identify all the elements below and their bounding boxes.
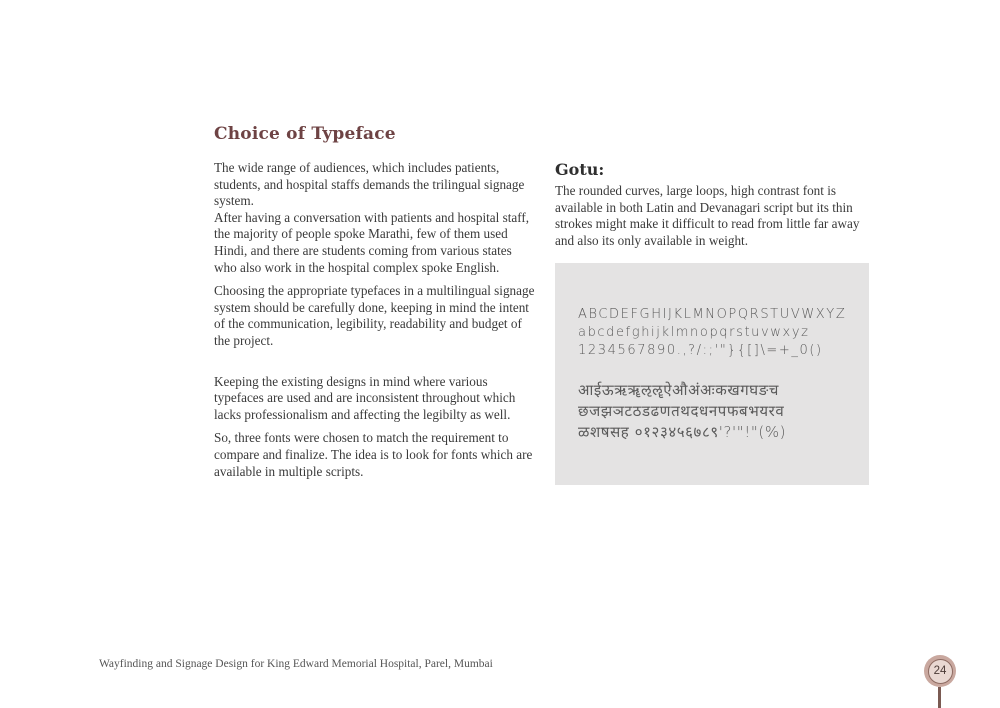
paragraph-choosing: Choosing the appropriate typefaces in a multilingual signage system should be carefully done, keeping in mind the intent of the communication, legibility, readability and budget of the project. (214, 283, 535, 348)
specimen-devanagari-line-3: ळशषसह ०१२३४५६७८९'?'"!"(%) (578, 423, 787, 441)
footer-caption: Wayfinding and Signage Design for King Edward Memorial Hospital, Parel, Mumbai (99, 658, 493, 670)
paragraph-existing-designs: Keeping the existing designs in mind where various typefaces are used and are inconsistent throughout which lacks professionalism and affecting the legibilty as well. (214, 373, 516, 422)
font-specimen-panel (555, 263, 869, 485)
paragraph-three-fonts: So, three fonts were chosen to match the requirement to compare and finalize. The idea is to look for fonts which are available in multiple scripts. (214, 430, 533, 479)
specimen-devanagari-line-1: आईऊऋॠऌॡऐऔअंअःकखगघङच (578, 381, 780, 399)
paragraph-audiences: The wide range of audiences, which includes patients, students, and hospital staffs demands the trilingual signage system. (214, 160, 525, 209)
specimen-devanagari-line-2: छजझञटठडढणतथदधनपफबभयरव (578, 402, 785, 420)
specimen-latin-numerals: 1234567890.,?/:;'"}{[]\=+_0() (578, 343, 823, 358)
specimen-latin-uppercase: ABCDEFGHIJKLMNOPQRSTUVWXYZ (578, 307, 847, 322)
paragraph-conversation: After having a conversation with patients and hospital staff, the majority of people spoke Marathi, few of them used Hindi, and there are students coming from various states who also work in the hospital complex spoke English. (214, 209, 530, 275)
specimen-latin-lowercase: abcdefghijklmnopqrstuvwxyz (578, 325, 810, 340)
page-number-badge (924, 655, 956, 687)
gotu-description: The rounded curves, large loops, high contrast font is available in both Latin and Devanagari script but its thin strokes might make it difficult to read from little far away and also its only available in weight. (555, 183, 860, 248)
page-title: Choice of Typeface (214, 124, 396, 144)
page-marker-stem (938, 687, 941, 708)
body-text-column (214, 160, 536, 480)
gotu-heading: Gotu: (555, 160, 605, 179)
page-number: 24 (928, 659, 953, 684)
